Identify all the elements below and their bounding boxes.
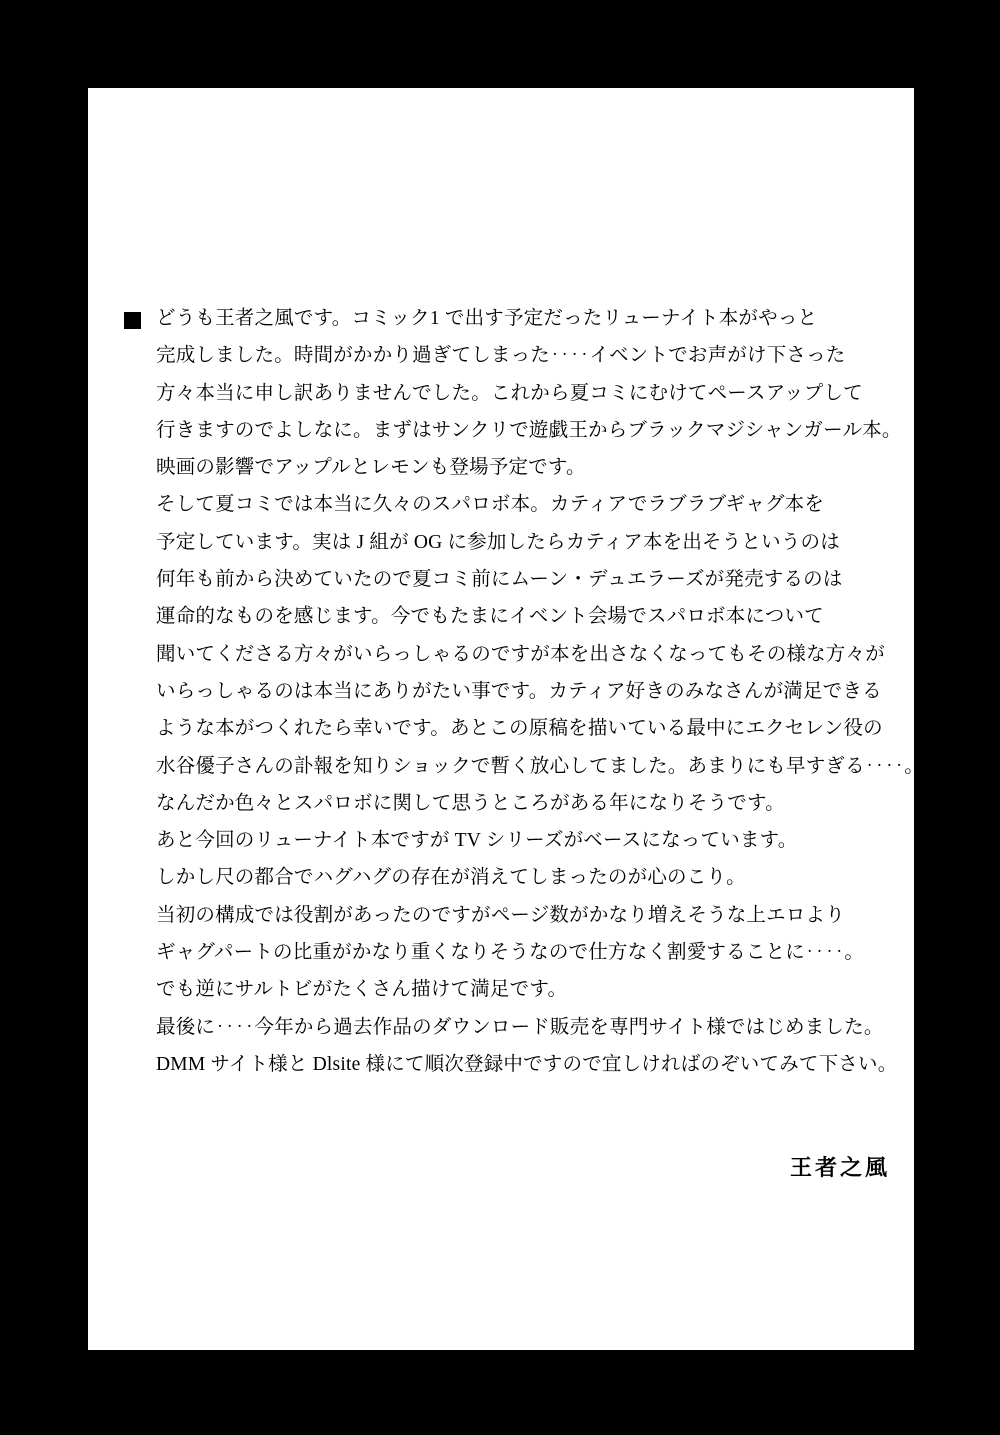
afterword-line: いらっしゃるのは本当にありがたい事です。カティア好きのみなさんが満足できる — [156, 680, 882, 702]
afterword-line: 映画の影響でアップルとレモンも登場予定です。 — [156, 457, 586, 479]
afterword-line: あと今回のリューナイト本ですが TV シリーズがベースになっています。 — [156, 830, 798, 852]
afterword-line: 聞いてくださる方々がいらっしゃるのですが本を出さなくなってもその様な方々が — [156, 643, 885, 665]
square-bullet-icon — [124, 312, 141, 329]
afterword-line: どうも王者之風です。コミック1 で出す予定だったリューナイト本がやっと — [156, 308, 818, 329]
afterword-line: しかし尺の都合でハグハグの存在が消えてしまったのが心のこり。 — [156, 867, 746, 889]
afterword-line: でも逆にサルトビがたくさん描けて満足です。 — [156, 979, 568, 1001]
afterword-line: ような本がつくれたら幸いです。あとこの原稿を描いている最中にエクセレン役の — [156, 718, 883, 740]
afterword-line: 運命的なものを感じます。今でもたまにイベント会場でスパロボ本について — [156, 606, 824, 628]
afterword-line: DMM サイト様と Dlsite 様にて順次登録中ですので宜しければのぞいてみて下さい。 — [156, 1053, 898, 1075]
afterword-line: 何年も前から決めていたので夏コミ前にムーン・デュエラーズが発売するのは — [156, 569, 843, 591]
afterword-line: 予定しています。実は J 組が OG に参加したらカティア本を出そうというのは — [156, 531, 840, 553]
afterword-line: そして夏コミでは本当に久々のスパロボ本。カティアでラブラブギャグ本を — [156, 494, 825, 516]
afterword-line: 方々本当に申し訳ありませんでした。これから夏コミにむけてペースアップして — [156, 382, 863, 404]
afterword-line: 当初の構成では役割があったのですがページ数がかなり増えそうな上エロより — [156, 904, 845, 926]
afterword-line: 最後に‥‥今年から過去作品のダウンロード販売を専門サイト様ではじめました。 — [156, 1016, 884, 1038]
afterword-line: 完成しました。時間がかかり過ぎてしまった‥‥イベントでお声がけ下さった — [156, 345, 846, 367]
afterword-line: なんだか色々とスパロボに関して思うところがある年になりそうです。 — [156, 792, 785, 814]
afterword-text-block — [108, 300, 924, 1083]
afterword-paragraph — [108, 300, 924, 1083]
author-signature: 王者之風 — [789, 1155, 890, 1180]
afterword-line: 行きますのでよしなに。まずはサンクリで遊戯王からブラックマジシャンガール本。 — [156, 419, 902, 441]
afterword-line: 水谷優子さんの訃報を知りショックで暫く放心してました。あまりにも早すぎる‥‥。 — [156, 755, 924, 777]
afterword-line: ギャグパートの比重がかなり重くなりそうなので仕方なく割愛することに‥‥。 — [156, 942, 865, 964]
page-sheet — [88, 88, 924, 1350]
